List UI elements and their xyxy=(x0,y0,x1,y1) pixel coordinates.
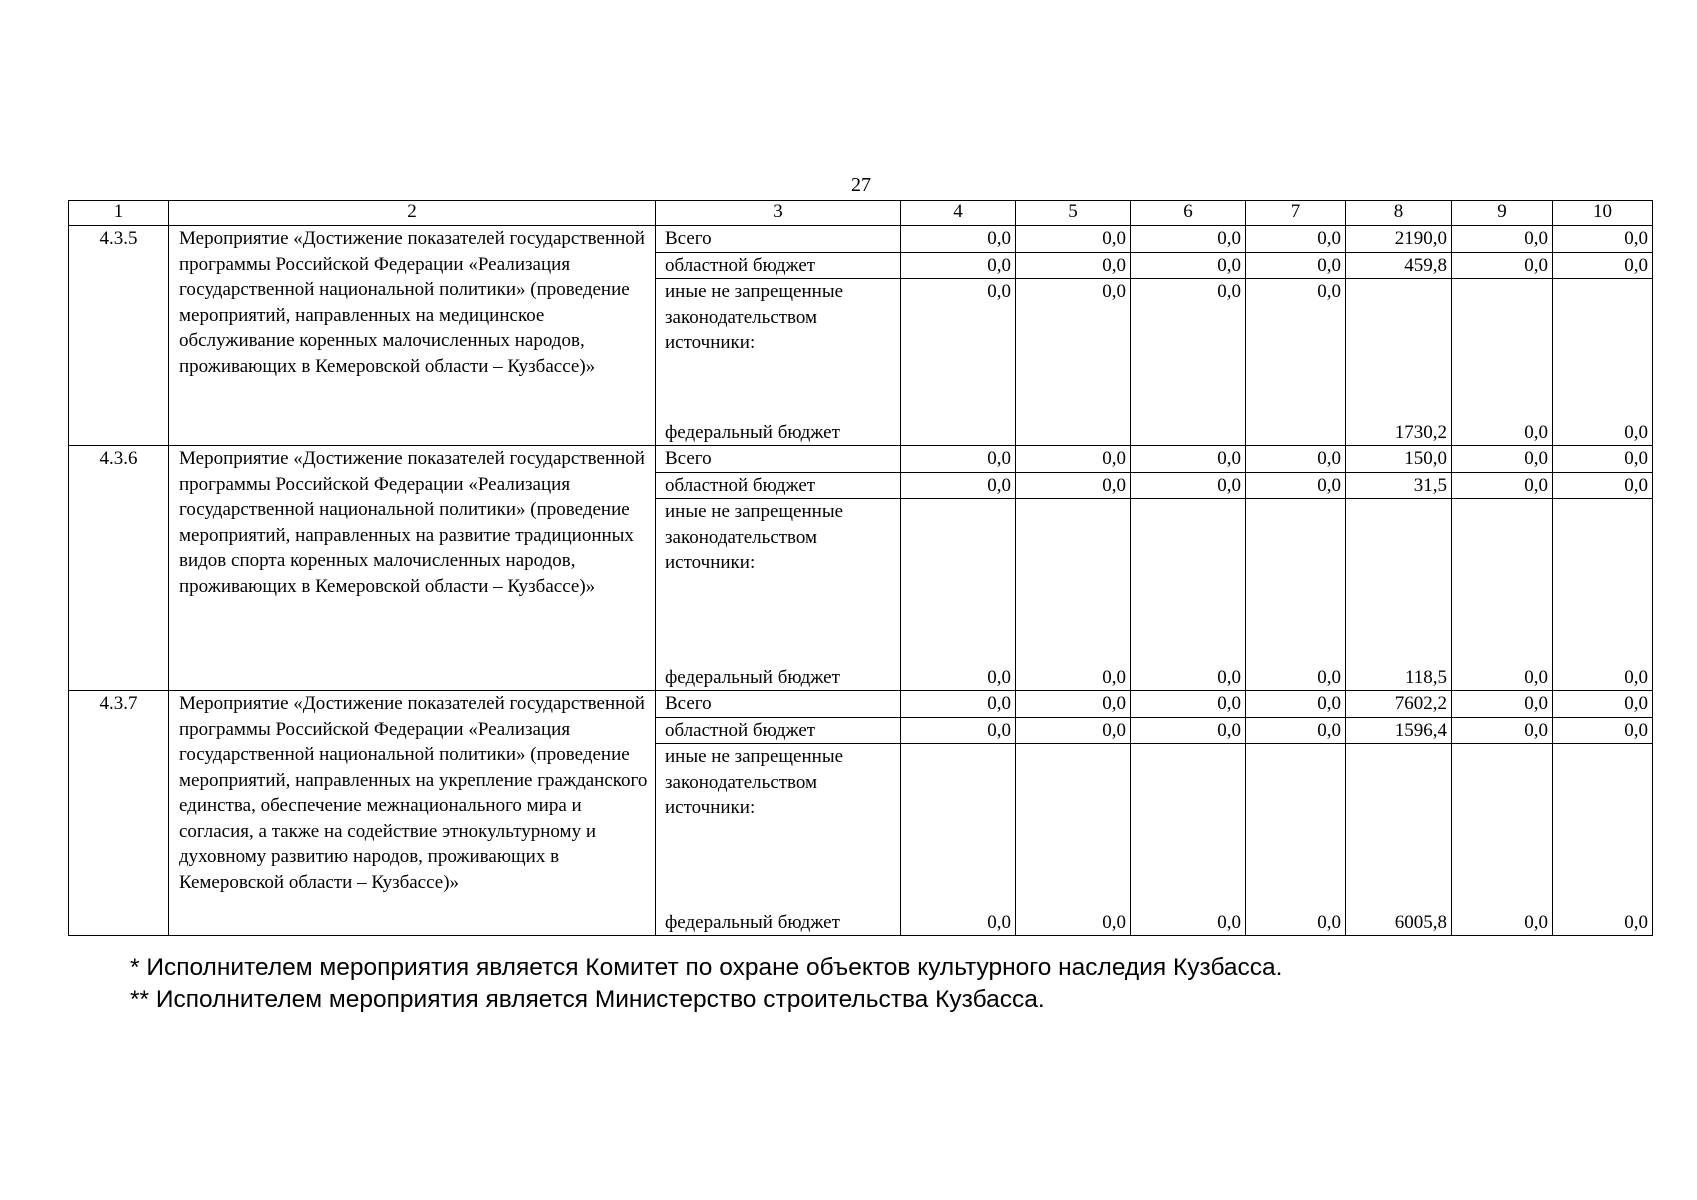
value-cell: 0,0 xyxy=(1452,472,1553,499)
column-header: 8 xyxy=(1346,201,1452,226)
source-label: Всего xyxy=(656,446,901,473)
value-cell: 0,0 xyxy=(1553,226,1653,253)
column-header: 5 xyxy=(1016,201,1131,226)
value-cell: 0,0 xyxy=(1131,472,1246,499)
value-cell: 0,0 xyxy=(1553,252,1653,279)
value-cell xyxy=(1131,744,1246,936)
value-cell xyxy=(1452,744,1553,936)
column-header: 10 xyxy=(1553,201,1653,226)
source-label-cell xyxy=(656,499,901,691)
value-cell: 0,0 xyxy=(1016,691,1131,718)
value-text: 6005,8 xyxy=(1394,911,1447,933)
value-cell: 0,0 xyxy=(1553,472,1653,499)
value-cell: 0,0 xyxy=(1452,446,1553,473)
value-text: 0,0 xyxy=(1524,666,1548,688)
column-header: 2 xyxy=(169,201,656,226)
value-cell: 459,8 xyxy=(1346,252,1452,279)
column-header: 6 xyxy=(1131,201,1246,226)
value-text: 0,0 xyxy=(1217,911,1241,933)
value-cell: 0,0 xyxy=(901,472,1016,499)
value-cell xyxy=(1131,279,1246,446)
value-cell: 0,0 xyxy=(901,446,1016,473)
measure-number: 4.3.5 xyxy=(69,226,169,446)
value-cell: 0,0 xyxy=(1131,226,1246,253)
value-cell: 0,0 xyxy=(901,691,1016,718)
column-header: 3 xyxy=(656,201,901,226)
value-text: 1730,2 xyxy=(1394,421,1447,443)
value-text: 0,0 xyxy=(1102,666,1126,688)
value-cell: 150,0 xyxy=(1346,446,1452,473)
value-text: 0,0 xyxy=(1624,421,1648,443)
source-label: иные не запрещенные законодательством источники: xyxy=(665,746,844,818)
value-cell: 0,0 xyxy=(1016,446,1131,473)
value-cell: 0,0 xyxy=(901,226,1016,253)
value-cell: 0,0 xyxy=(1246,717,1346,744)
value-cell: 0,0 xyxy=(901,252,1016,279)
source-label: федеральный бюджет xyxy=(665,911,840,933)
value-cell xyxy=(901,499,1016,691)
value-cell: 7602,2 xyxy=(1346,691,1452,718)
page-number: 27 xyxy=(851,174,871,196)
value-cell xyxy=(901,279,1016,446)
source-label: областной бюджет xyxy=(656,472,901,499)
value-cell: 0,0 xyxy=(1016,226,1131,253)
value-cell: 0,0 xyxy=(1131,717,1246,744)
value-text: 0,0 xyxy=(987,281,1011,302)
measure-number: 4.3.6 xyxy=(69,446,169,691)
value-text: 0,0 xyxy=(1624,911,1648,933)
value-cell: 0,0 xyxy=(1452,226,1553,253)
value-cell: 0,0 xyxy=(1131,252,1246,279)
value-cell xyxy=(1246,499,1346,691)
table-row xyxy=(69,446,1653,473)
value-cell: 31,5 xyxy=(1346,472,1452,499)
column-number-header-row xyxy=(69,201,1653,226)
column-header: 9 xyxy=(1452,201,1553,226)
value-cell xyxy=(1016,279,1131,446)
value-cell xyxy=(1553,279,1653,446)
value-cell xyxy=(1016,744,1131,936)
value-cell xyxy=(1452,499,1553,691)
measure-name: Мероприятие «Достижение показателей государственной программы Российской Федерации «Реализация государственной национальной политики» (проведение мероприятий, направленных на укрепление гражданского единства, обеспечение межнационального мира и согласия, а также на содействие этнокультурному и духовному развитию народов, проживающих в Кемеровской области – Кузбассе)» xyxy=(169,691,656,936)
value-cell: 0,0 xyxy=(1246,472,1346,499)
source-label: областной бюджет xyxy=(656,717,901,744)
column-header: 1 xyxy=(69,201,169,226)
value-text: 0,0 xyxy=(1102,281,1126,302)
value-cell: 0,0 xyxy=(1452,717,1553,744)
source-label-cell xyxy=(656,279,901,446)
value-text: 0,0 xyxy=(1102,911,1126,933)
source-label: иные не запрещенные законодательством источники: xyxy=(665,501,844,573)
source-label: Всего xyxy=(656,226,901,253)
value-cell xyxy=(1131,499,1246,691)
value-cell: 0,0 xyxy=(1246,226,1346,253)
value-text: 118,5 xyxy=(1404,666,1447,688)
value-cell: 0,0 xyxy=(1246,446,1346,473)
value-text: 0,0 xyxy=(1317,911,1341,933)
value-text: 0,0 xyxy=(1217,666,1241,688)
source-label: иные не запрещенные законодательством источники: xyxy=(665,281,844,353)
value-cell xyxy=(1346,279,1452,446)
value-cell: 0,0 xyxy=(1553,717,1653,744)
value-text: 0,0 xyxy=(1217,281,1241,302)
value-cell: 0,0 xyxy=(1246,252,1346,279)
value-cell: 0,0 xyxy=(1016,717,1131,744)
value-text: 0,0 xyxy=(1317,281,1341,302)
table-row xyxy=(69,691,1653,718)
value-cell: 1596,4 xyxy=(1346,717,1452,744)
value-text: 0,0 xyxy=(1524,421,1548,443)
budget-table xyxy=(68,200,1653,936)
footnote: * Исполнителем мероприятия является Комитет по охране объектов культурного наследия Кузбасса. xyxy=(130,954,1283,981)
value-cell: 0,0 xyxy=(1131,691,1246,718)
measure-name: Мероприятие «Достижение показателей государственной программы Российской Федерации «Реализация государственной национальной политики» (проведение мероприятий, направленных на развитие традиционных видов спорта коренных малочисленных народов, проживающих в Кемеровской области – Кузбассе)» xyxy=(169,446,656,691)
source-label-cell xyxy=(656,744,901,936)
value-cell: 0,0 xyxy=(1016,252,1131,279)
value-cell: 0,0 xyxy=(901,717,1016,744)
measure-number: 4.3.7 xyxy=(69,691,169,936)
footnotes xyxy=(130,952,1283,1016)
source-label: федеральный бюджет xyxy=(665,421,840,443)
value-cell xyxy=(901,744,1016,936)
value-text: 0,0 xyxy=(987,666,1011,688)
value-cell xyxy=(1452,279,1553,446)
value-cell xyxy=(1346,744,1452,936)
table-row xyxy=(69,226,1653,253)
value-cell xyxy=(1553,744,1653,936)
measure-name: Мероприятие «Достижение показателей государственной программы Российской Федерации «Реализация государственной национальной политики» (проведение мероприятий, направленных на медицинское обслуживание коренных малочисленных народов, проживающих в Кемеровской области – Кузбассе)» xyxy=(169,226,656,446)
column-header: 4 xyxy=(901,201,1016,226)
value-cell: 0,0 xyxy=(1131,446,1246,473)
value-cell xyxy=(1246,279,1346,446)
source-label: Всего xyxy=(656,691,901,718)
footnote: ** Исполнителем мероприятия является Министерство строительства Кузбасса. xyxy=(130,986,1045,1013)
value-cell: 0,0 xyxy=(1452,252,1553,279)
value-cell xyxy=(1346,499,1452,691)
value-cell xyxy=(1553,499,1653,691)
value-text: 0,0 xyxy=(1317,666,1341,688)
value-text: 0,0 xyxy=(987,911,1011,933)
value-cell: 0,0 xyxy=(1016,472,1131,499)
column-header: 7 xyxy=(1246,201,1346,226)
value-cell: 0,0 xyxy=(1246,691,1346,718)
value-text: 0,0 xyxy=(1524,911,1548,933)
source-label: областной бюджет xyxy=(656,252,901,279)
value-cell xyxy=(1016,499,1131,691)
value-cell: 2190,0 xyxy=(1346,226,1452,253)
value-cell xyxy=(1246,744,1346,936)
value-cell: 0,0 xyxy=(1452,691,1553,718)
value-cell: 0,0 xyxy=(1553,446,1653,473)
value-text: 0,0 xyxy=(1624,666,1648,688)
source-label: федеральный бюджет xyxy=(665,666,840,688)
value-cell: 0,0 xyxy=(1553,691,1653,718)
